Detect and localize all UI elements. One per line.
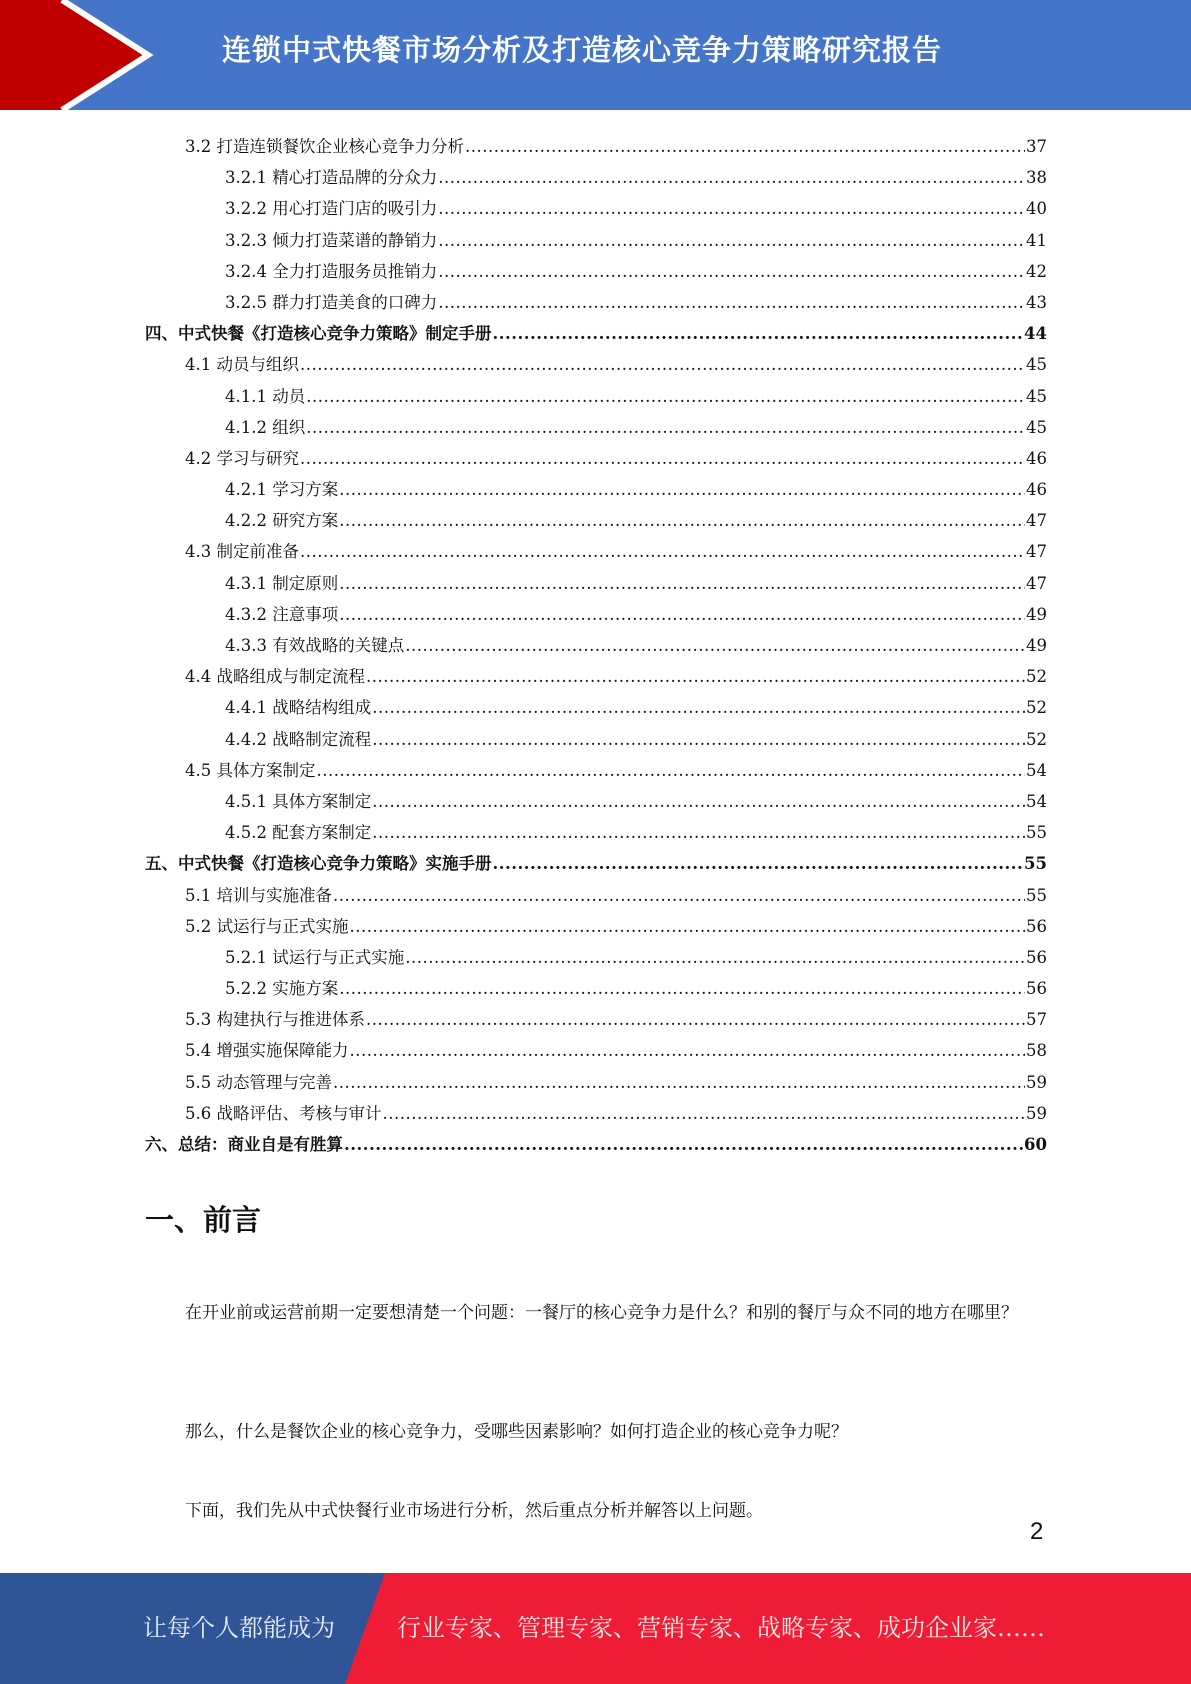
section-heading: 一、前言 bbox=[145, 1203, 262, 1237]
toc-entry[interactable] bbox=[145, 349, 1047, 380]
toc-leader-dots bbox=[339, 474, 1025, 505]
toc-entry[interactable] bbox=[145, 225, 1047, 256]
toc-leader-dots bbox=[333, 880, 1025, 911]
footer-slogan-left: 让每个人都能成为 bbox=[143, 1614, 335, 1642]
toc-leader-dots bbox=[372, 786, 1025, 817]
toc-entry-title: 3.2.5 群力打造美食的口碑力 bbox=[225, 292, 438, 312]
toc-entry-page: 57 bbox=[1026, 1010, 1047, 1030]
page-number: 2 bbox=[1030, 1518, 1044, 1545]
toc-entry-page: 47 bbox=[1026, 573, 1047, 593]
toc-entry-page: 49 bbox=[1026, 604, 1047, 624]
toc-entry[interactable] bbox=[145, 287, 1047, 318]
toc-entry-page: 45 bbox=[1026, 386, 1047, 406]
toc-leader-dots bbox=[300, 536, 1025, 567]
toc-entry[interactable] bbox=[145, 755, 1047, 786]
toc-leader-dots bbox=[383, 1098, 1026, 1129]
toc-entry[interactable] bbox=[145, 162, 1047, 193]
toc-leader-dots bbox=[405, 942, 1025, 973]
toc-entry-title: 4.3.3 有效战略的关键点 bbox=[225, 636, 405, 655]
toc-entry-title: 5.6 战略评估、考核与审计 bbox=[185, 1103, 382, 1123]
toc-leader-dots bbox=[465, 131, 1025, 162]
toc-entry-page: 45 bbox=[1026, 355, 1047, 375]
toc-entry-title: 4.1.2 组织 bbox=[225, 417, 306, 437]
toc-entry-page: 43 bbox=[1026, 292, 1047, 312]
toc-entry-title: 4.5.1 具体方案制定 bbox=[225, 791, 372, 811]
toc-leader-dots bbox=[339, 973, 1025, 1004]
toc-leader-dots bbox=[300, 443, 1025, 474]
toc-leader-dots bbox=[300, 349, 1025, 380]
toc-entry-page: 52 bbox=[1026, 698, 1047, 718]
toc-entry[interactable] bbox=[145, 131, 1047, 162]
toc-entry-title: 5.4 增强实施保障能力 bbox=[185, 1041, 349, 1061]
toc-leader-dots bbox=[317, 755, 1026, 786]
toc-entry[interactable] bbox=[145, 536, 1047, 567]
table-of-contents bbox=[145, 131, 1047, 1160]
toc-entry-title: 3.2.1 精心打造品牌的分众力 bbox=[225, 168, 438, 188]
toc-entry-title: 4.4.2 战略制定流程 bbox=[225, 729, 372, 749]
toc-entry-page: 54 bbox=[1026, 791, 1047, 811]
toc-entry-title: 5.2.1 试运行与正式实施 bbox=[225, 947, 405, 967]
toc-entry[interactable] bbox=[145, 443, 1047, 474]
toc-entry-title: 4.3.2 注意事项 bbox=[225, 604, 339, 624]
toc-leader-dots bbox=[405, 630, 1025, 661]
toc-entry-page: 47 bbox=[1026, 542, 1047, 562]
toc-leader-dots bbox=[306, 412, 1025, 443]
toc-entry-page: 40 bbox=[1026, 199, 1047, 219]
toc-entry-page: 59 bbox=[1026, 1072, 1047, 1092]
toc-entry-page: 60 bbox=[1024, 1135, 1047, 1154]
toc-entry-title: 4.5.2 配套方案制定 bbox=[225, 823, 372, 843]
toc-entry[interactable] bbox=[145, 848, 1047, 879]
toc-entry[interactable] bbox=[145, 1098, 1047, 1129]
toc-entry[interactable] bbox=[145, 381, 1047, 412]
toc-entry[interactable] bbox=[145, 880, 1047, 911]
toc-entry-page: 38 bbox=[1026, 168, 1047, 188]
toc-entry[interactable] bbox=[145, 1004, 1047, 1035]
toc-entry-title: 5.3 构建执行与推进体系 bbox=[185, 1010, 365, 1030]
toc-entry[interactable] bbox=[145, 1035, 1047, 1066]
toc-entry-title: 5.5 动态管理与完善 bbox=[185, 1072, 332, 1092]
toc-entry-title: 4.1.1 动员 bbox=[225, 386, 306, 406]
toc-entry[interactable] bbox=[145, 817, 1047, 848]
toc-leader-dots bbox=[438, 162, 1025, 193]
toc-entry-title: 5.2 试运行与正式实施 bbox=[185, 916, 349, 936]
toc-leader-dots bbox=[493, 848, 1024, 879]
toc-leader-dots bbox=[438, 287, 1025, 318]
toc-entry[interactable] bbox=[145, 412, 1047, 443]
toc-leader-dots bbox=[350, 1035, 1026, 1066]
toc-entry-page: 58 bbox=[1026, 1041, 1047, 1061]
toc-entry[interactable] bbox=[145, 692, 1047, 723]
toc-entry-title: 3.2.4 全力打造服务员推销力 bbox=[225, 261, 438, 281]
toc-leader-dots bbox=[339, 599, 1025, 630]
toc-entry-title: 4.4 战略组成与制定流程 bbox=[185, 667, 365, 687]
toc-entry-title: 4.2 学习与研究 bbox=[185, 448, 299, 468]
toc-entry-title: 3.2.2 用心打造门店的吸引力 bbox=[225, 199, 438, 219]
toc-entry-title: 4.3.1 制定原则 bbox=[225, 573, 339, 593]
toc-entry-page: 49 bbox=[1026, 636, 1047, 655]
paragraph: 那么，什么是餐饮企业的核心竞争力，受哪些因素影响？如何打造企业的核心竞争力呢？ bbox=[185, 1422, 848, 1442]
header-arrow-decoration bbox=[0, 0, 160, 110]
toc-entry-page: 46 bbox=[1026, 448, 1047, 468]
toc-leader-dots bbox=[344, 1129, 1023, 1160]
toc-entry[interactable] bbox=[145, 724, 1047, 755]
toc-entry[interactable] bbox=[145, 1067, 1047, 1098]
toc-leader-dots bbox=[366, 1004, 1025, 1035]
page-footer bbox=[0, 1573, 1191, 1684]
toc-leader-dots bbox=[372, 692, 1025, 723]
footer-slogan-right: 行业专家、管理专家、营销专家、战略专家、成功企业家…… bbox=[397, 1614, 1045, 1642]
toc-entry[interactable] bbox=[145, 786, 1047, 817]
toc-leader-dots bbox=[339, 568, 1025, 599]
toc-entry-title: 4.5 具体方案制定 bbox=[185, 760, 316, 780]
toc-entry-page: 56 bbox=[1026, 916, 1047, 936]
report-title: 连锁中式快餐市场分析及打造核心竞争力策略研究报告 bbox=[222, 33, 943, 67]
toc-entry-page: 41 bbox=[1026, 230, 1047, 250]
toc-entry[interactable] bbox=[145, 256, 1047, 287]
toc-entry-page: 56 bbox=[1026, 947, 1047, 967]
toc-entry-page: 52 bbox=[1026, 667, 1047, 687]
toc-entry-page: 45 bbox=[1026, 417, 1047, 437]
toc-entry-title: 5.1 培训与实施准备 bbox=[185, 885, 332, 905]
toc-entry[interactable] bbox=[145, 599, 1047, 630]
toc-entry[interactable] bbox=[145, 911, 1047, 942]
toc-leader-dots bbox=[438, 193, 1025, 224]
toc-entry-title: 3.2 打造连锁餐饮企业核心竞争力分析 bbox=[185, 137, 464, 156]
toc-entry-page: 55 bbox=[1024, 854, 1047, 874]
toc-entry-page: 44 bbox=[1024, 324, 1047, 344]
toc-entry[interactable] bbox=[145, 474, 1047, 505]
toc-leader-dots bbox=[350, 911, 1026, 942]
toc-entry[interactable] bbox=[145, 318, 1047, 349]
page-header bbox=[0, 0, 1191, 110]
toc-entry-page: 52 bbox=[1026, 729, 1047, 749]
toc-entry[interactable] bbox=[145, 630, 1047, 661]
toc-entry-title: 四、中式快餐《打造核心竞争力策略》制定手册 bbox=[145, 324, 492, 344]
paragraph: 下面，我们先从中式快餐行业市场进行分析，然后重点分析并解答以上问题。 bbox=[185, 1501, 763, 1521]
toc-leader-dots bbox=[438, 256, 1025, 287]
toc-leader-dots bbox=[339, 505, 1025, 536]
paragraph: 在开业前或运营前期一定要想清楚一个问题：一餐厅的核心竞争力是什么？和别的餐厅与众不同的地方在哪里？ bbox=[185, 1303, 1018, 1323]
toc-entry-title: 3.2.3 倾力打造菜谱的静销力 bbox=[225, 230, 438, 250]
toc-entry-page: 42 bbox=[1026, 261, 1047, 281]
toc-entry-title: 5.2.2 实施方案 bbox=[225, 979, 339, 999]
toc-entry-page: 59 bbox=[1026, 1103, 1047, 1123]
toc-entry[interactable] bbox=[145, 505, 1047, 536]
toc-entry[interactable] bbox=[145, 193, 1047, 224]
toc-leader-dots bbox=[438, 225, 1025, 256]
toc-entry[interactable] bbox=[145, 942, 1047, 973]
toc-leader-dots bbox=[493, 318, 1024, 349]
toc-entry-title: 六、总结：商业自是有胜算 bbox=[145, 1135, 343, 1154]
toc-entry-title: 4.3 制定前准备 bbox=[185, 542, 299, 562]
toc-leader-dots bbox=[372, 724, 1025, 755]
toc-leader-dots bbox=[372, 817, 1025, 848]
toc-entry[interactable] bbox=[145, 1129, 1047, 1160]
toc-entry-page: 55 bbox=[1026, 823, 1047, 843]
toc-entry[interactable] bbox=[145, 973, 1047, 1004]
toc-entry-page: 55 bbox=[1026, 885, 1047, 905]
toc-entry-title: 4.4.1 战略结构组成 bbox=[225, 698, 372, 718]
toc-entry-title: 4.2.1 学习方案 bbox=[225, 480, 339, 500]
toc-entry[interactable] bbox=[145, 568, 1047, 599]
toc-entry-page: 54 bbox=[1026, 760, 1047, 780]
toc-entry-page: 37 bbox=[1026, 137, 1047, 156]
toc-entry-page: 56 bbox=[1026, 979, 1047, 999]
toc-leader-dots bbox=[333, 1067, 1025, 1098]
toc-entry-title: 4.2.2 研究方案 bbox=[225, 511, 339, 531]
toc-entry-title: 4.1 动员与组织 bbox=[185, 355, 299, 375]
toc-leader-dots bbox=[306, 381, 1025, 412]
toc-entry-page: 47 bbox=[1026, 511, 1047, 531]
toc-entry-title: 五、中式快餐《打造核心竞争力策略》实施手册 bbox=[145, 854, 492, 874]
toc-leader-dots bbox=[366, 661, 1025, 692]
toc-entry-page: 46 bbox=[1026, 480, 1047, 500]
toc-entry[interactable] bbox=[145, 661, 1047, 692]
